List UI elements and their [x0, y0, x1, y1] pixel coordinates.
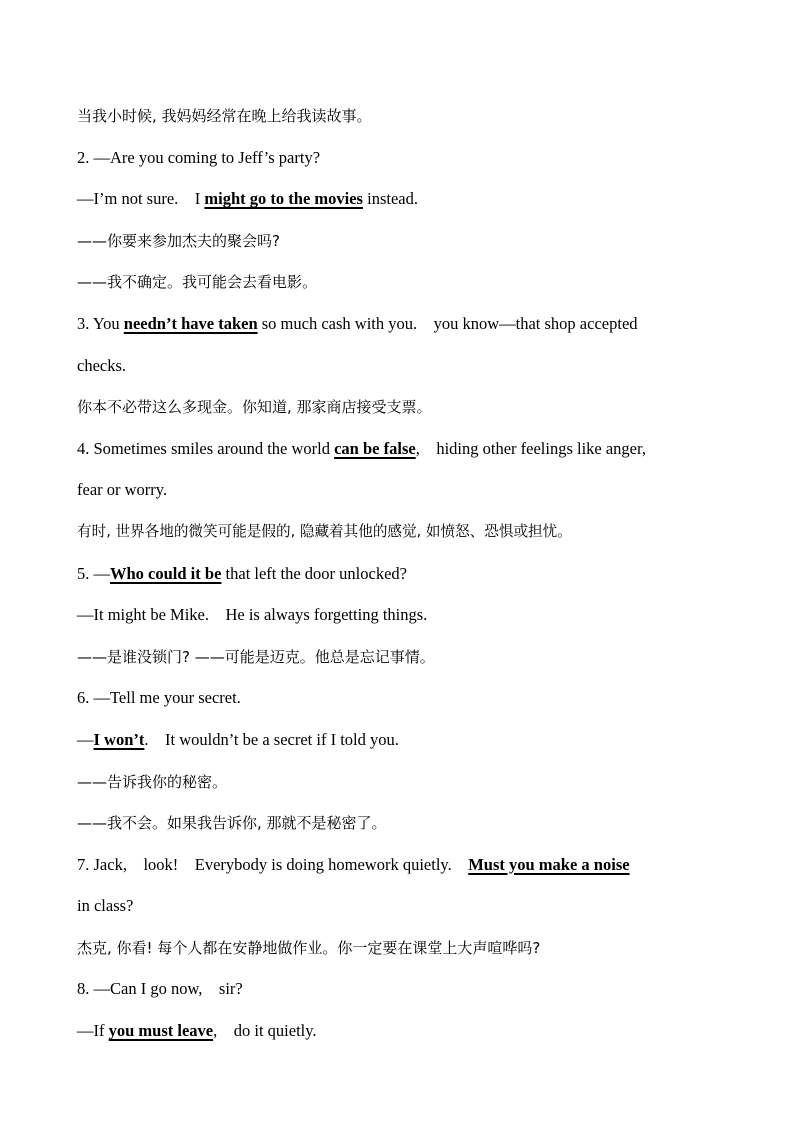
q7-translation: 杰克, 你看! 每个人都在安静地做作业。你一定要在课堂上大声喧哗吗?: [77, 938, 541, 957]
q3-sentence: [77, 308, 722, 350]
key-phrase: you must leave: [108, 1021, 214, 1041]
q2-answer: [77, 183, 722, 225]
q4-translation: 有时, 世界各地的微笑可能是假的, 隐藏着其他的感觉, 如愤怒、恐惧或担忧。: [77, 522, 572, 540]
text: —If: [77, 1021, 109, 1041]
text: that left the door unlocked?: [221, 563, 407, 583]
text: instead.: [362, 189, 418, 209]
q2-translation-b: ——我不确定。我可能会去看电影。: [77, 273, 318, 292]
text: 3. You: [77, 313, 124, 333]
key-phrase: might go to the movies: [204, 189, 363, 209]
q6-translation-b: ——我不会。如果我告诉你, 那就不是秘密了。: [77, 814, 387, 833]
q7-sentence: [77, 849, 722, 891]
q8-answer: [77, 1015, 722, 1057]
key-phrase: Must you make a noise: [468, 854, 630, 874]
text: , do it quietly.: [213, 1021, 317, 1041]
text: —I’m not sure. I: [77, 189, 205, 209]
key-phrase: needn’t have taken: [123, 313, 258, 333]
q3-sentence-cont: checks.: [77, 355, 127, 375]
document-page: [77, 100, 722, 1057]
text: so much cash with you. you know—that shop accepted: [257, 313, 638, 333]
q2-question: 2. —Are you coming to Jeff’s party?: [77, 147, 321, 167]
q6-translation-a: ——告诉我你的秘密。: [77, 772, 228, 791]
q6-question: 6. —Tell me your secret.: [77, 688, 241, 708]
q5-answer: —It might be Mike. He is always forgetting things.: [77, 605, 428, 625]
q4-sentence-cont: fear or worry.: [77, 480, 168, 500]
text: 4. Sometimes smiles around the world: [77, 438, 335, 458]
translation-line: 当我小时候, 我妈妈经常在晚上给我读故事。: [77, 107, 372, 125]
q5-translation: ——是谁没锁门? ——可能是迈克。他总是忘记事情。: [77, 647, 435, 666]
text: 7. Jack, look! Everybody is doing homework quietly.: [77, 854, 469, 874]
key-phrase: Who could it be: [110, 563, 222, 583]
q8-question: 8. —Can I go now, sir?: [77, 979, 243, 999]
text: —: [77, 729, 94, 749]
text: , hiding other feelings like anger,: [415, 438, 646, 458]
key-phrase: I won’t: [93, 729, 145, 749]
text: 5. —: [77, 563, 110, 583]
q7-sentence-cont: in class?: [77, 896, 134, 916]
q5-question: [77, 558, 722, 600]
key-phrase: can be false: [334, 438, 416, 458]
q2-translation-a: ——你要来参加杰夫的聚会吗?: [77, 231, 280, 250]
text: . It wouldn’t be a secret if I told you.: [144, 729, 399, 749]
q3-translation: 你本不必带这么多现金。你知道, 那家商店接受支票。: [77, 398, 432, 417]
q6-answer: [77, 724, 722, 766]
q4-sentence: [77, 433, 722, 475]
